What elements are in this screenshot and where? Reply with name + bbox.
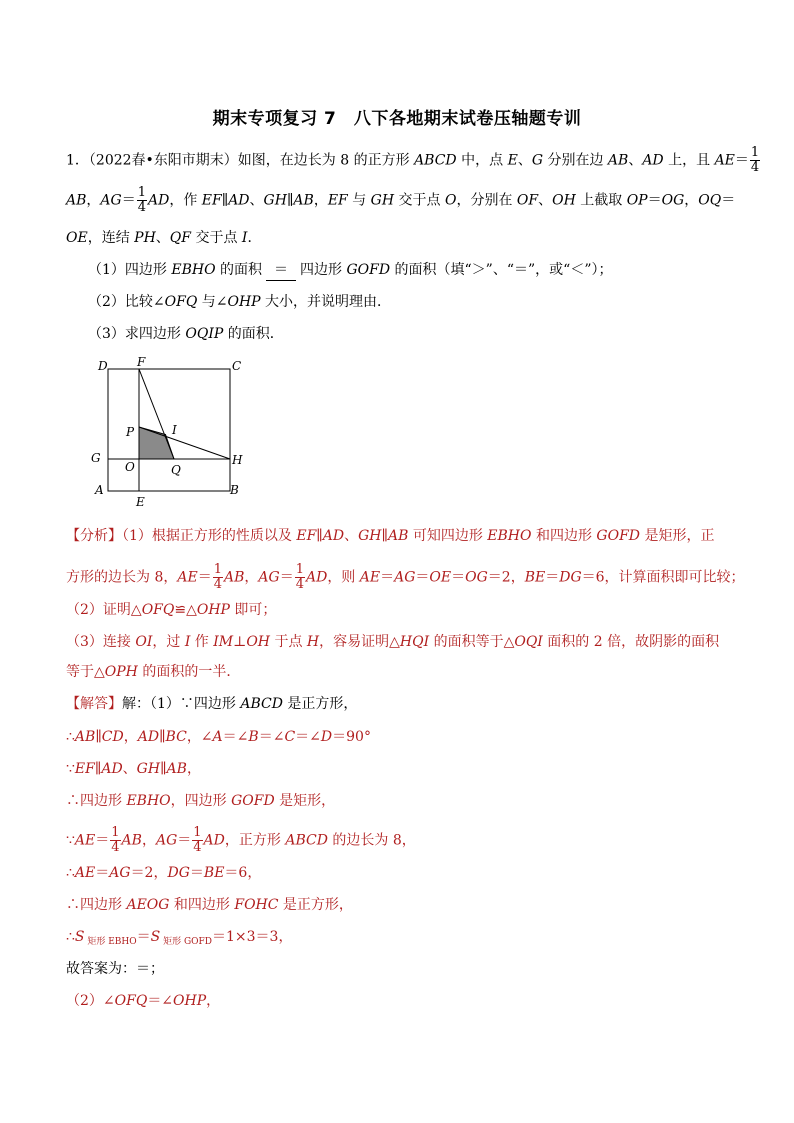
text: ＝ [415, 569, 430, 586]
text: AB [387, 528, 409, 544]
text: AD [203, 832, 225, 849]
text: C [284, 729, 296, 745]
question-1 [88, 260, 612, 281]
text: 的面积 [215, 262, 263, 278]
text: ＝90° [332, 729, 371, 745]
text: CD [101, 729, 124, 745]
text: EBHO [171, 262, 216, 278]
text: 、 [517, 152, 532, 169]
text: 四边形 [300, 262, 347, 278]
text: 分别在边 [543, 152, 608, 169]
text: ＝∠ [295, 729, 321, 745]
text: ∴ [66, 929, 75, 945]
text: ， [123, 729, 138, 745]
text: 是矩形， [274, 793, 336, 809]
text: ABCD [285, 832, 328, 849]
analysis-line-5 [66, 662, 240, 682]
text: AD [147, 192, 170, 209]
text: 交于点 [394, 192, 445, 209]
text: ， [141, 832, 156, 849]
label-q: Q [171, 463, 181, 477]
text: 是正方形， [278, 897, 353, 913]
text: EF [74, 761, 95, 777]
text: OQI [514, 634, 543, 650]
label-o: O [125, 460, 135, 474]
text: ，则 [327, 569, 360, 586]
text: ABCD [414, 152, 457, 169]
fraction [750, 146, 760, 175]
fraction [295, 563, 305, 592]
text: （3）连接 [66, 634, 136, 650]
text: ∵ [66, 761, 75, 777]
text: IM [213, 634, 234, 650]
text: O [444, 192, 457, 209]
text: ＝ [734, 152, 749, 169]
text: S [150, 929, 161, 945]
text: AE [74, 832, 96, 849]
text: OFQ [114, 993, 148, 1009]
solution-line-3 [66, 759, 201, 779]
solution-line-8 [66, 927, 292, 952]
text: AB [607, 152, 629, 169]
text: GOFD [346, 262, 391, 278]
subscript: 矩形 GOFD [160, 937, 213, 947]
text: AB [293, 192, 314, 209]
fraction-numerator: 1 [213, 562, 222, 577]
problem-line-3 [66, 228, 261, 248]
text: ∥ [286, 192, 294, 209]
text: HQI [399, 634, 430, 650]
text: GOFD [596, 528, 641, 544]
text: AE [359, 569, 381, 586]
text: ＝ [95, 832, 110, 849]
page-title: 期末专项复习 7 八下各地期末试卷压轴题专训 [212, 109, 582, 129]
text: ＝∠ [147, 993, 174, 1009]
text: ＝ [721, 192, 736, 209]
text: ＝ [380, 569, 395, 586]
text: 、 [628, 152, 643, 169]
text: ＝ [177, 832, 192, 849]
text: （2）证明△ [66, 602, 142, 618]
text: 于点 [270, 634, 307, 650]
text: AD [137, 729, 160, 745]
text: OF [516, 192, 539, 209]
text: 的面积的一半． [137, 664, 241, 680]
fraction [110, 826, 120, 855]
text: DG [559, 569, 582, 586]
text: ＝ [647, 192, 662, 209]
label-h: H [232, 453, 243, 467]
text: AD [101, 761, 123, 777]
text: ∥ [381, 528, 388, 544]
text: FOHC [234, 897, 279, 913]
text: ∴四边形 [66, 897, 127, 913]
text: AG [258, 569, 280, 586]
text: OQIP [185, 326, 224, 342]
text: AB [223, 569, 245, 586]
text: ＝ [545, 569, 560, 586]
text: ∴ [66, 865, 75, 881]
text: ＝6， [224, 865, 262, 881]
text: 上截取 [575, 192, 627, 209]
text: ，过 [152, 634, 185, 650]
fraction-numerator: 1 [295, 562, 304, 577]
text: 、 [122, 761, 137, 777]
text: 、 [155, 230, 170, 246]
fraction-denominator: 4 [750, 160, 760, 175]
text: AD [642, 152, 664, 169]
text: QF [169, 230, 191, 246]
text: 解：（1）∵四边形 [122, 696, 241, 712]
fraction [137, 186, 147, 215]
text: 可知四边形 [408, 528, 488, 544]
analysis-line-1 [66, 526, 714, 546]
text: AG [109, 865, 131, 881]
text: OH [552, 192, 576, 209]
text: 面积的 2 倍，故阴影的面积 [542, 634, 720, 650]
text: OG [661, 192, 685, 209]
text: GH [358, 528, 382, 544]
text: ∴四边形 [66, 793, 127, 809]
problem-line-2 [66, 186, 735, 215]
text: OFQ [141, 602, 175, 618]
text: ＝ [95, 865, 110, 881]
text: 等于△ [66, 664, 105, 680]
answer-blank: ＝ [266, 260, 296, 281]
text: ⊥ [233, 634, 247, 650]
text: AB [66, 192, 87, 209]
question-3 [88, 324, 284, 344]
text: ＝ [136, 929, 151, 945]
solution-line-4 [66, 791, 335, 811]
solution-line-5 [66, 826, 416, 855]
text: AEOG [126, 897, 170, 913]
fraction-denominator: 4 [193, 840, 202, 855]
text: ABCD [240, 696, 283, 712]
text: I [241, 230, 248, 246]
text: H [306, 634, 320, 650]
text: GH [263, 192, 287, 209]
text: ，正方形 [224, 832, 286, 849]
text: （3）求四边形 [88, 326, 186, 342]
text: G [531, 152, 543, 169]
text: 与 [347, 192, 371, 209]
text: （1）四边形 [88, 262, 172, 278]
text: ∥ [316, 528, 323, 544]
text: AD [228, 192, 250, 209]
shaded-quadrilateral-oqip [139, 427, 174, 459]
text: 故答案为：＝； [66, 961, 164, 977]
text: S [74, 929, 85, 945]
analysis-line-4 [66, 632, 719, 652]
fraction-denominator: 4 [137, 200, 146, 215]
text: AG [155, 832, 178, 849]
text: OH [246, 634, 270, 650]
text: ＝1×3＝3， [212, 929, 293, 945]
text: GH [370, 192, 395, 209]
text: ＝ [121, 192, 136, 209]
text: 的面积（填“＞”、“＝”，或“＜”）； [390, 262, 613, 278]
fraction-denominator: 4 [295, 577, 304, 592]
text: ＝ [279, 569, 294, 586]
fraction-numerator: 1 [137, 185, 146, 200]
subscript: 矩形 EBHO [84, 937, 137, 947]
text: 、 [249, 192, 264, 209]
label-p: P [126, 425, 135, 439]
text: EBHO [126, 793, 171, 809]
text: PH [134, 230, 156, 246]
fraction-numerator: 1 [111, 825, 120, 840]
label-g: G [91, 451, 101, 465]
question-2 [88, 292, 391, 312]
text: OQ [698, 192, 722, 209]
text: （2）∠ [66, 993, 115, 1009]
label-i: I [172, 423, 177, 437]
text: ∥ [160, 761, 167, 777]
text: AB [74, 729, 96, 745]
solution-line-1 [66, 694, 357, 714]
text: BC [165, 729, 187, 745]
text: ， [684, 192, 699, 209]
text: OHP [173, 993, 207, 1009]
text: 和四边形 [169, 897, 235, 913]
text: （1）根据正方形的性质以及 [122, 528, 297, 544]
text: ∥ [221, 192, 229, 209]
problem-line-1 [66, 146, 761, 175]
text: ，∠ [186, 729, 213, 745]
text: 的边长为 8， [327, 832, 416, 849]
label-d: D [98, 359, 108, 373]
text: I [184, 634, 191, 650]
text: OE [66, 230, 88, 246]
text: ＝ [451, 569, 466, 586]
text: AB [166, 761, 187, 777]
text: ＝ [197, 569, 212, 586]
text: ∥ [95, 729, 102, 745]
fraction-numerator: 1 [193, 825, 202, 840]
label-e: E [136, 495, 145, 509]
text: EF [327, 192, 348, 209]
text: A [212, 729, 223, 745]
text: ＝6，计算面积即可比较； [581, 569, 745, 586]
analysis-line-2 [66, 563, 745, 592]
fraction [213, 563, 223, 592]
text: AB [121, 832, 142, 849]
text: GH [136, 761, 161, 777]
geometry-diagram [86, 352, 256, 512]
text: ＝ [189, 865, 204, 881]
text: ∥ [159, 729, 166, 745]
fraction-numerator: 1 [750, 145, 760, 160]
text: ∵ [66, 832, 75, 849]
text: 上，且 [663, 152, 715, 169]
text: 、 [344, 528, 359, 544]
text: ， [244, 569, 259, 586]
solution-line-6 [66, 863, 261, 883]
text: AE [177, 569, 198, 586]
text: ， [206, 993, 221, 1009]
text: ，四边形 [170, 793, 232, 809]
text: ， [86, 192, 101, 209]
analysis-line-3 [66, 600, 276, 620]
text: 作 [190, 634, 214, 650]
text: ，分别在 [456, 192, 517, 209]
text: ≌△ [174, 602, 197, 618]
solution-line-9 [66, 959, 164, 979]
text: ＝∠ [222, 729, 249, 745]
text: AE [74, 865, 96, 881]
text: BE [203, 865, 225, 881]
analysis-tag: 【分析】 [66, 528, 122, 544]
text: OI [135, 634, 153, 650]
text: ，连结 [87, 230, 135, 246]
text: GOFD [231, 793, 275, 809]
text: 的面积等于△ [429, 634, 515, 650]
text: EBHO [487, 528, 532, 544]
solution-tag: 【解答】 [66, 696, 122, 712]
text: 方形的边长为 8， [66, 569, 178, 586]
text: 与∠ [197, 294, 228, 310]
text: EF [201, 192, 222, 209]
text: 是正方形， [282, 696, 358, 712]
text: ∥ [94, 761, 102, 777]
text: E [507, 152, 518, 169]
text: DG [167, 865, 190, 881]
text: OE [429, 569, 452, 586]
text: B [248, 729, 259, 745]
text: D [320, 729, 333, 745]
text: OFQ [164, 294, 198, 310]
solution-line-2 [66, 727, 371, 747]
text: OHP [196, 602, 230, 618]
text: 的面积． [223, 326, 284, 342]
text: 和四边形 [531, 528, 597, 544]
text: ， [313, 192, 328, 209]
text: AG [394, 569, 416, 586]
fraction-denominator: 4 [213, 577, 222, 592]
text: ∴ [66, 729, 75, 745]
text: OG [465, 569, 488, 586]
text: AD [322, 528, 345, 544]
text: ，作 [169, 192, 202, 209]
label-c: C [232, 359, 242, 373]
text: AG [100, 192, 122, 209]
text: 即可； [229, 602, 277, 618]
label-b: B [230, 483, 239, 497]
text: OP [626, 192, 648, 209]
label-a: A [95, 483, 104, 497]
text: 大小，并说明理由． [260, 294, 392, 310]
text: ． [247, 230, 262, 246]
text: OHP [227, 294, 261, 310]
text: 是矩形，正 [640, 528, 715, 544]
fraction [192, 826, 202, 855]
text: 、 [538, 192, 553, 209]
text: EF [296, 528, 317, 544]
text: ， [186, 761, 201, 777]
text: OPH [104, 664, 138, 680]
solution-line-10 [66, 991, 220, 1011]
text: AE [714, 152, 735, 169]
text: ＝2， [130, 865, 168, 881]
text: ，容易证明△ [319, 634, 400, 650]
text: （2）比较∠ [88, 294, 165, 310]
text: 中，点 [456, 152, 508, 169]
label-f: F [137, 355, 146, 369]
solution-line-7 [66, 895, 353, 915]
text: AD [305, 569, 328, 586]
text: 1．（2022春•东阳市期末）如图，在边长为 8 的正方形 [66, 152, 415, 169]
text: 交于点 [191, 230, 242, 246]
fraction-denominator: 4 [111, 840, 120, 855]
text: ＝∠ [258, 729, 285, 745]
text: BE [524, 569, 546, 586]
text: ＝2， [487, 569, 525, 586]
